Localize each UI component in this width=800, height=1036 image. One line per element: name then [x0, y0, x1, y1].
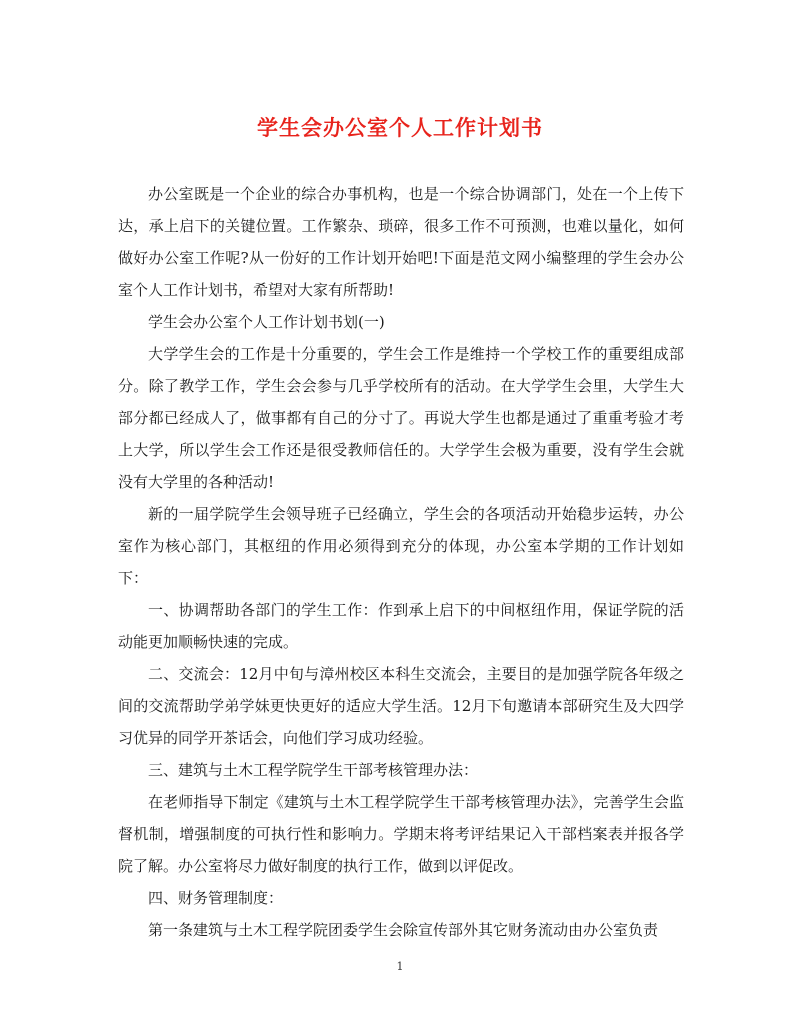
- paragraph-student-union-importance: 大学学生会的工作是十分重要的，学生会工作是维持一个学校工作的重要组成部分。除了教学工作，学生会会参与几乎学校所有的活动。在大学学生会里，大学生大部分都已经成人了，做事都有自己的分寸了。再说大学生也都是通过了重重考验才考上大学，所以学生会工作还是很受教师信任的。大学学生会极为重要，没有学生会就没有大学里的各种活动!: [118, 345, 684, 491]
- paragraph-new-leadership: 新的一届学院学生会领导班子已经确立，学生会的各项活动开始稳步运转，办公室作为核心部门，其枢纽的作用必须得到充分的体现，办公室本学期的工作计划如下：: [118, 505, 684, 587]
- paragraph-item-1: 一、协调帮助各部门的学生工作：作到承上启下的中间枢纽作用，保证学院的活动能更加顺畅快速的完成。: [118, 601, 684, 651]
- paragraph-item-4-heading: 四、财务管理制度：: [148, 889, 284, 907]
- paragraph-intro: 办公室既是一个企业的综合办事机构，也是一个综合协调部门，处在一个上传下达，承上启下的关键位置。工作繁杂、琐碎，很多工作不可预测，也难以量化，如何做好办公室工作呢?从一份好的工作计划开始吧!下面是范文网小编整理的学生会办公室个人工作计划书，希望对大家有所帮助!: [118, 185, 684, 299]
- paragraph-item-4-body: 第一条建筑与土木工程学院团委学生会除宣传部外其它财务流动由办公室负责: [148, 921, 659, 939]
- paragraph-item-3-heading: 三、建筑与土木工程学院学生干部考核管理办法：: [148, 761, 479, 779]
- paragraph-item-3-body: 在老师指导下制定《建筑与土木工程学院学生干部考核管理办法》，完善学生会监督机制，增强制度的可执行性和影响力。学期末将考评结果记入干部档案表并报各学院了解。办公室将尽力做好制度的执行工作，做到以评促改。: [118, 793, 684, 875]
- paragraph-section-heading: 学生会办公室个人工作计划书划(一): [148, 313, 385, 331]
- paragraph-item-2: 二、交流会：12月中旬与漳州校区本科生交流会，主要目的是加强学院各年级之间的交流帮助学弟学妹更快更好的适应大学生活。12月下旬邀请本部研究生及大四学习优异的同学开茶话会，向他们学习成功经验。: [118, 665, 684, 747]
- document-body: [118, 178, 684, 946]
- page-number: 1: [396, 960, 404, 973]
- document-title: 学生会办公室个人工作计划书: [257, 116, 543, 140]
